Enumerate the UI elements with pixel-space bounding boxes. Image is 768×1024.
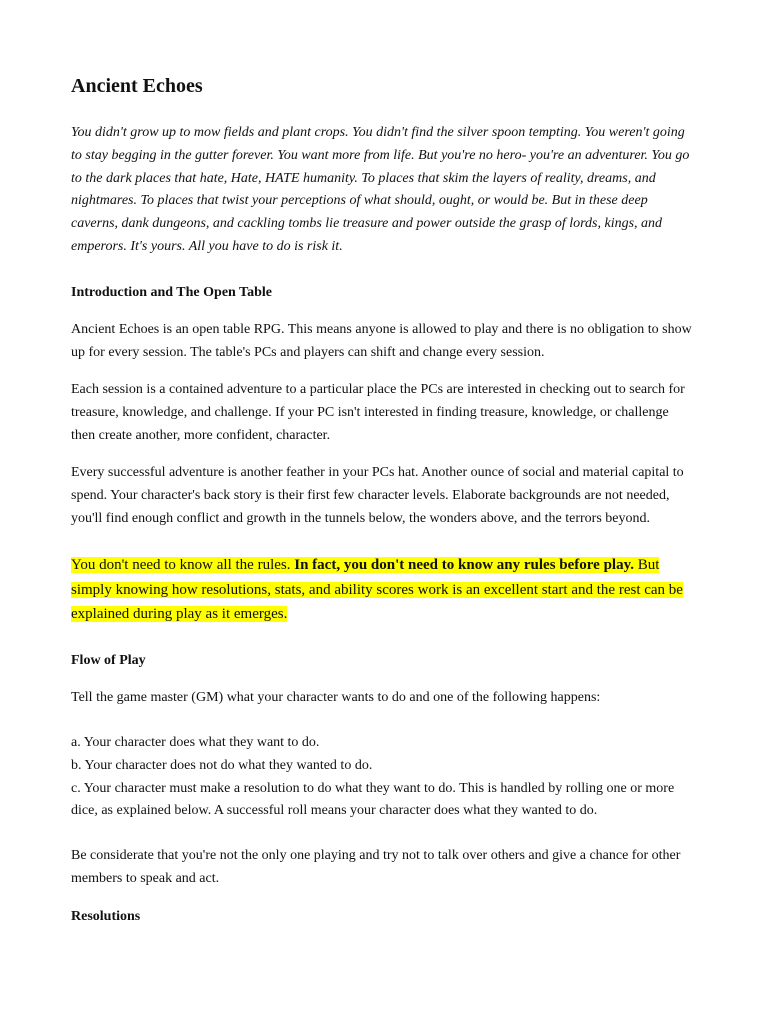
options-list: [71, 732, 696, 823]
section-heading-resolutions: Resolutions: [71, 909, 141, 924]
highlight-text-1: You don't need to know all the rules.: [71, 557, 295, 573]
highlight-text-3: But simply knowing how resolutions, stats, and ability scores work is an excellent start and the rest can be explained during play as it emerges.: [71, 557, 683, 623]
paragraph-open-table: Ancient Echoes is an open table RPG. This means anyone is allowed to play and there is no obligation to show up for every session. The table's PCs and players can shift and change every session.: [71, 322, 692, 360]
highlight-text-bold: In fact, you don't need to know any rules before play.: [294, 557, 635, 573]
list-item: b. Your character does not do what they wanted to do.: [71, 757, 373, 773]
document-title: Ancient Echoes: [71, 75, 203, 97]
section-heading-introduction: Introduction and The Open Table: [71, 285, 273, 300]
paragraph-flow-intro: Tell the game master (GM) what your character wants to do and one of the following happens:: [71, 690, 601, 705]
section-heading-flow-of-play: Flow of Play: [71, 653, 146, 668]
paragraph-success: Every successful adventure is another feather in your PCs hat. Another ounce of social and material capital to spend. Your character's back story is their first few character levels. Elaborate backgrounds are not needed, you'll find enough conflict and growth in the tunnels below, the wonders above, and the terrors beyond.: [71, 465, 684, 526]
list-item: c. Your character must make a resolution to do what they want to do. This is handled by rolling one or more dice, as explained below. A successful roll means your character does what they wanted to do.: [71, 780, 675, 819]
highlighted-paragraph: [71, 553, 696, 627]
intro-paragraph: You didn't grow up to mow fields and plant crops. You didn't find the silver spoon tempting. You weren't going to stay begging in the gutter forever. You want more from life. But you're no hero- you're an adventurer. You go to the dark places that hate, Hate, HATE humanity. To places that skim the layers of reality, dreams, and nightmares. To places that twist your perceptions of what should, ought, or would be. But in these deep caverns, dank dungeons, and cackling tombs lie treasure and power outside the grasp of lords, kings, and emperors. It's yours. All you have to do is risk it.: [71, 125, 690, 254]
paragraph-considerate: Be considerate that you're not the only one playing and try not to talk over others and give a chance for other members to speak and act.: [71, 848, 681, 886]
paragraph-session: Each session is a contained adventure to a particular place the PCs are interested in checking out to search for treasure, knowledge, and challenge. If your PC isn't interested in finding treasure, knowledge, or challenge then create another, more confident, character.: [71, 382, 685, 443]
list-item: a. Your character does what they want to do.: [71, 735, 320, 750]
